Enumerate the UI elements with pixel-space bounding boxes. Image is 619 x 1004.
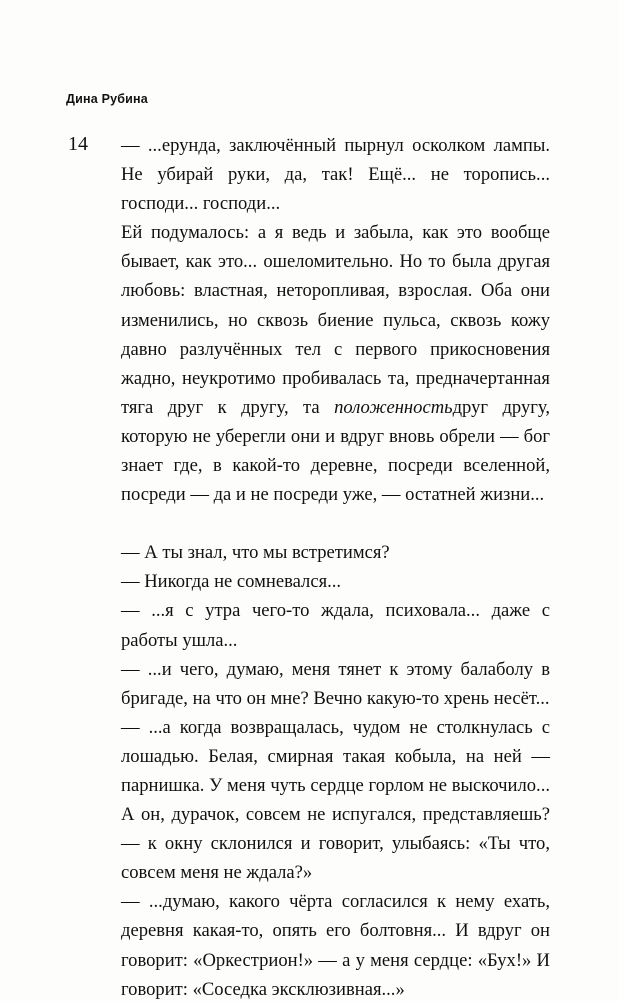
dialogue-line: — ...и чего, думаю, меня тянет к этому балаболу в бригаде, на что он мне? Вечно какую-то хрень несёт...	[121, 658, 550, 709]
page-number: 14	[68, 133, 88, 155]
dialogue-line: — ...я с утра чего-то ждала, психовала... даже с работы ушла...	[121, 600, 550, 651]
running-head-author: Дина Рубина	[66, 92, 148, 106]
paragraph-text: Ей подумалось: а я ведь и забыла, как это вообще бывает, как это... ошеломительно. Но то была другая любовь: властная, неторопливая, взрослая. Оба они изменились, но сквозь биение пульса, сквозь кожу давно разлучённых тел с первого прикосновения жадно, неукротимо пробивалась та, предначертанная тяга друг к другу, та	[121, 222, 550, 418]
paragraph-spacer	[121, 509, 550, 538]
dialogue-line: — ...думаю, какого чёрта согласился к нему ехать, деревня какая-то, опять его болтовня... И вдруг он говорит: «Оркестрион!» — а у меня сердце: «Бух!» И говорит: «Соседка эксклюзивная...»	[121, 891, 550, 1000]
paragraph-text-cont: друг другу, которую не уберегли они и вдруг вновь обрели — бог знает где, в какой-то деревне, посреди вселенной, посреди — да и не посреди уже, — остатней жизни...	[121, 396, 550, 506]
dialogue-line: — А ты знал, что мы встретимся?	[121, 542, 390, 564]
paragraph	[121, 218, 550, 509]
dialogue-line: — Никогда не сомневался...	[121, 571, 342, 593]
page-text-block	[121, 131, 550, 1004]
italic-emphasis: положенность	[334, 396, 453, 418]
paragraph: — ...ерунда, заключённый пырнул осколком лампы. Не убирай руки, да, так! Ещё... не торопись... господи... господи...	[121, 135, 550, 215]
dialogue-line: — ...а когда возвращалась, чудом не столкнулась с лошадью. Белая, смирная такая кобыла, на ней — парнишка. У меня чуть сердце горлом не выскочило... А он, дурачок, совсем не испугался, представляешь? — к окну склонился и говорит, улыбаясь: «Ты что, совсем меня не ждала?»	[121, 716, 550, 884]
